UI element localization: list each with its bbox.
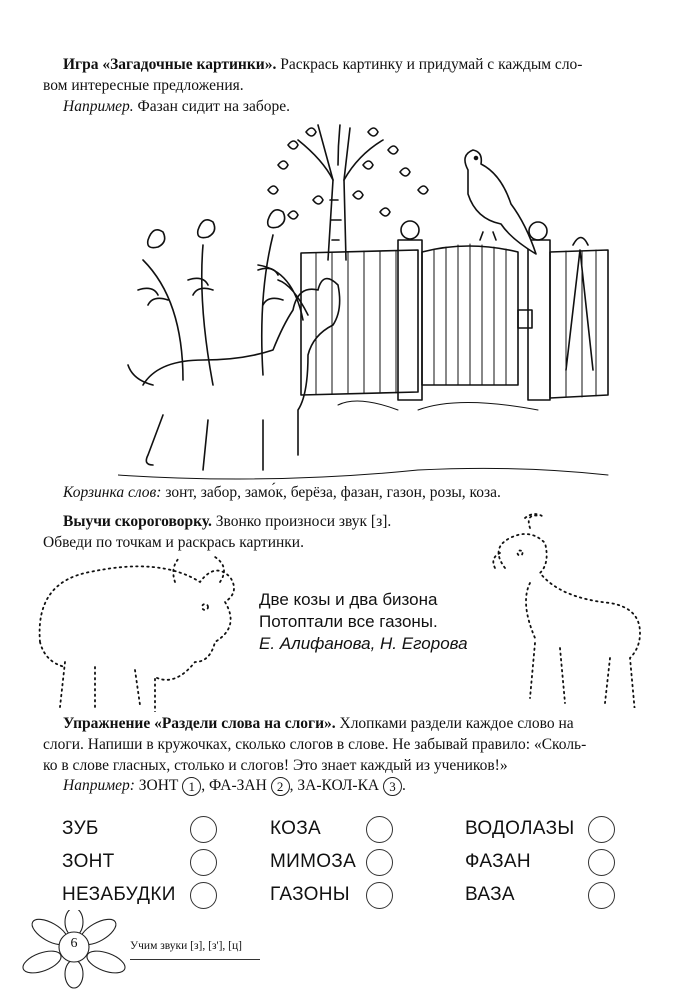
syllable-circle-col2-1[interactable] bbox=[366, 816, 393, 843]
tongue-twister bbox=[259, 589, 468, 655]
section-3-title: Упражнение «Раздели слова на слоги». bbox=[63, 715, 336, 732]
section-3-example bbox=[63, 775, 406, 796]
section-2-text-line2: Обведи по точкам и раскрась картинки. bbox=[43, 534, 304, 551]
section-3-text-line2: слоги. Напиши в кружочках, сколько слогов в слове. Не забывай правило: «Сколь- bbox=[43, 736, 587, 753]
word-col3-3: ВАЗА bbox=[465, 884, 515, 905]
example-end: . bbox=[402, 777, 406, 794]
footer-caption: Учим звуки [з], [з'], [ц] bbox=[130, 940, 242, 952]
syllable-circle-col3-1[interactable] bbox=[588, 816, 615, 843]
example-circle-1: 1 bbox=[182, 777, 201, 796]
word-col3-1: ВОДОЛАЗЫ bbox=[465, 818, 575, 839]
word-basket bbox=[63, 482, 501, 503]
word-col2-1: КОЗА bbox=[270, 818, 321, 839]
section-1-title: Игра «Загадочные картинки». bbox=[63, 56, 277, 73]
goat-dotted-drawing bbox=[470, 508, 645, 708]
section-1-text: Раскрась картинку и придумай с каждым сло- bbox=[276, 56, 583, 73]
syllable-circle-col2-3[interactable] bbox=[366, 882, 393, 909]
section-3-text-line3: ко в слове гласных, столько и слогов! Это знает каждый из учеников!» bbox=[43, 757, 508, 774]
example-circle-3: 3 bbox=[383, 777, 402, 796]
section-2-text: Звонко произноси звук [з]. bbox=[211, 513, 392, 530]
section-1-text-line2: вом интересные предложения. bbox=[43, 77, 244, 94]
footer-rule bbox=[130, 959, 260, 960]
section-2-title: Выучи скороговорку. bbox=[63, 513, 212, 530]
section-1-paragraph bbox=[63, 54, 663, 75]
word-col1-3: НЕЗАБУДКИ bbox=[62, 884, 176, 905]
word-col2-2: МИМОЗА bbox=[270, 851, 357, 872]
example-word-1: ЗОНТ bbox=[134, 777, 183, 794]
example-word-3: , ЗА-КОЛ-КА bbox=[289, 777, 383, 794]
page-number: 6 bbox=[70, 936, 78, 951]
syllable-circle-col2-2[interactable] bbox=[366, 849, 393, 876]
section-2-paragraph bbox=[63, 511, 391, 532]
word-col3-2: ФАЗАН bbox=[465, 851, 531, 872]
section-3-paragraph bbox=[63, 713, 574, 734]
syllable-circle-col3-2[interactable] bbox=[588, 849, 615, 876]
syllable-circle-col1-1[interactable] bbox=[190, 816, 217, 843]
word-basket-label: Корзинка слов: bbox=[63, 484, 162, 501]
word-col1-2: ЗОНТ bbox=[62, 851, 115, 872]
word-basket-words: зонт, забор, замо́к, берёза, фазан, газон, розы, коза. bbox=[161, 484, 501, 501]
example-word-2: , ФА-ЗАН bbox=[201, 777, 271, 794]
example-label: Например. bbox=[63, 98, 134, 115]
bison-dotted-drawing bbox=[25, 552, 250, 712]
mystery-picture-illustration bbox=[118, 120, 628, 480]
tongue-twister-line-2: Потоптали все газоны. bbox=[259, 612, 438, 631]
word-col1-1: ЗУБ bbox=[62, 818, 99, 839]
syllable-circle-col1-2[interactable] bbox=[190, 849, 217, 876]
syllable-circle-col1-3[interactable] bbox=[190, 882, 217, 909]
tongue-twister-authors: Е. Алифанова, Н. Егорова bbox=[259, 634, 468, 653]
example-text: Фазан сидит на заборе. bbox=[133, 98, 290, 115]
word-col2-3: ГАЗОНЫ bbox=[270, 884, 350, 905]
section-3-text: Хлопками раздели каждое слово на bbox=[335, 715, 574, 732]
syllable-circle-col3-3[interactable] bbox=[588, 882, 615, 909]
section-1-example bbox=[63, 96, 290, 117]
section-3-example-label: Например: bbox=[63, 777, 135, 794]
tongue-twister-line-1: Две козы и два бизона bbox=[259, 590, 438, 609]
example-circle-2: 2 bbox=[271, 777, 290, 796]
